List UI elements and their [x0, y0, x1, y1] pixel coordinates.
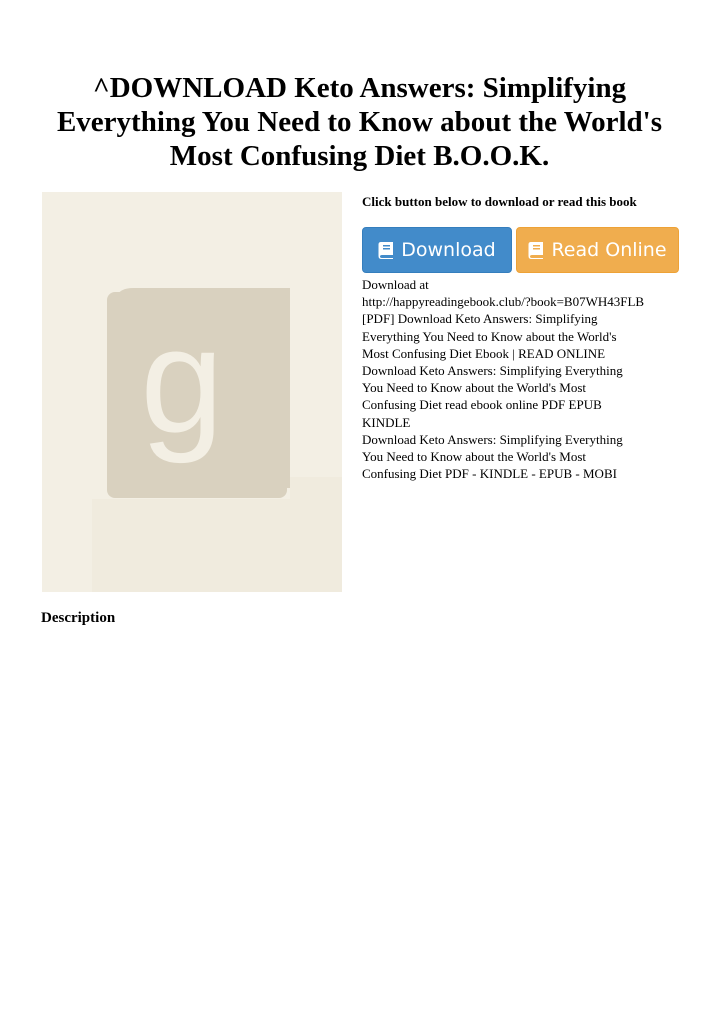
detail-line: Download Keto Answers: Simplifying Everything: [362, 363, 623, 379]
detail-line: Everything You Need to Know about the World's: [362, 328, 617, 344]
description-heading: Description: [41, 610, 116, 626]
read-online-button-label: Read Online: [551, 239, 667, 261]
action-column: [362, 193, 687, 482]
goodreads-g-book-icon: [42, 192, 342, 592]
book-details: [362, 276, 687, 482]
download-button-label: Download: [401, 239, 496, 261]
book-icon: [528, 241, 544, 259]
download-link[interactable]: http://happyreadingebook.club/?book=B07WH43FLB: [362, 294, 645, 310]
detail-line: You Need to Know about the World's Most: [362, 380, 586, 396]
detail-line: Most Confusing Diet Ebook | READ ONLINE: [362, 345, 606, 361]
detail-line: Download at: [362, 277, 429, 292]
book-cover-placeholder: [42, 192, 342, 592]
download-prompt: Click button below to download or read this book: [362, 194, 637, 209]
detail-line: You Need to Know about the World's Most: [362, 449, 586, 465]
action-buttons: [362, 227, 682, 275]
read-online-button[interactable]: [516, 227, 679, 273]
detail-line: KINDLE: [362, 414, 411, 430]
detail-line: Download Keto Answers: Simplifying Everything: [362, 431, 623, 447]
page-title: ^DOWNLOAD Keto Answers: Simplifying Everything You Need to Know about the World's Most Confusing Diet B.O.O.K.: [56, 72, 663, 172]
detail-line: [PDF] Download Keto Answers: Simplifying: [362, 311, 598, 327]
cover-letter-g: g: [140, 296, 224, 464]
detail-line: Confusing Diet PDF - KINDLE - EPUB - MOBI: [362, 466, 617, 482]
download-button[interactable]: [362, 227, 512, 273]
detail-line: Confusing Diet read ebook online PDF EPUB: [362, 397, 602, 413]
book-icon: [378, 241, 394, 259]
